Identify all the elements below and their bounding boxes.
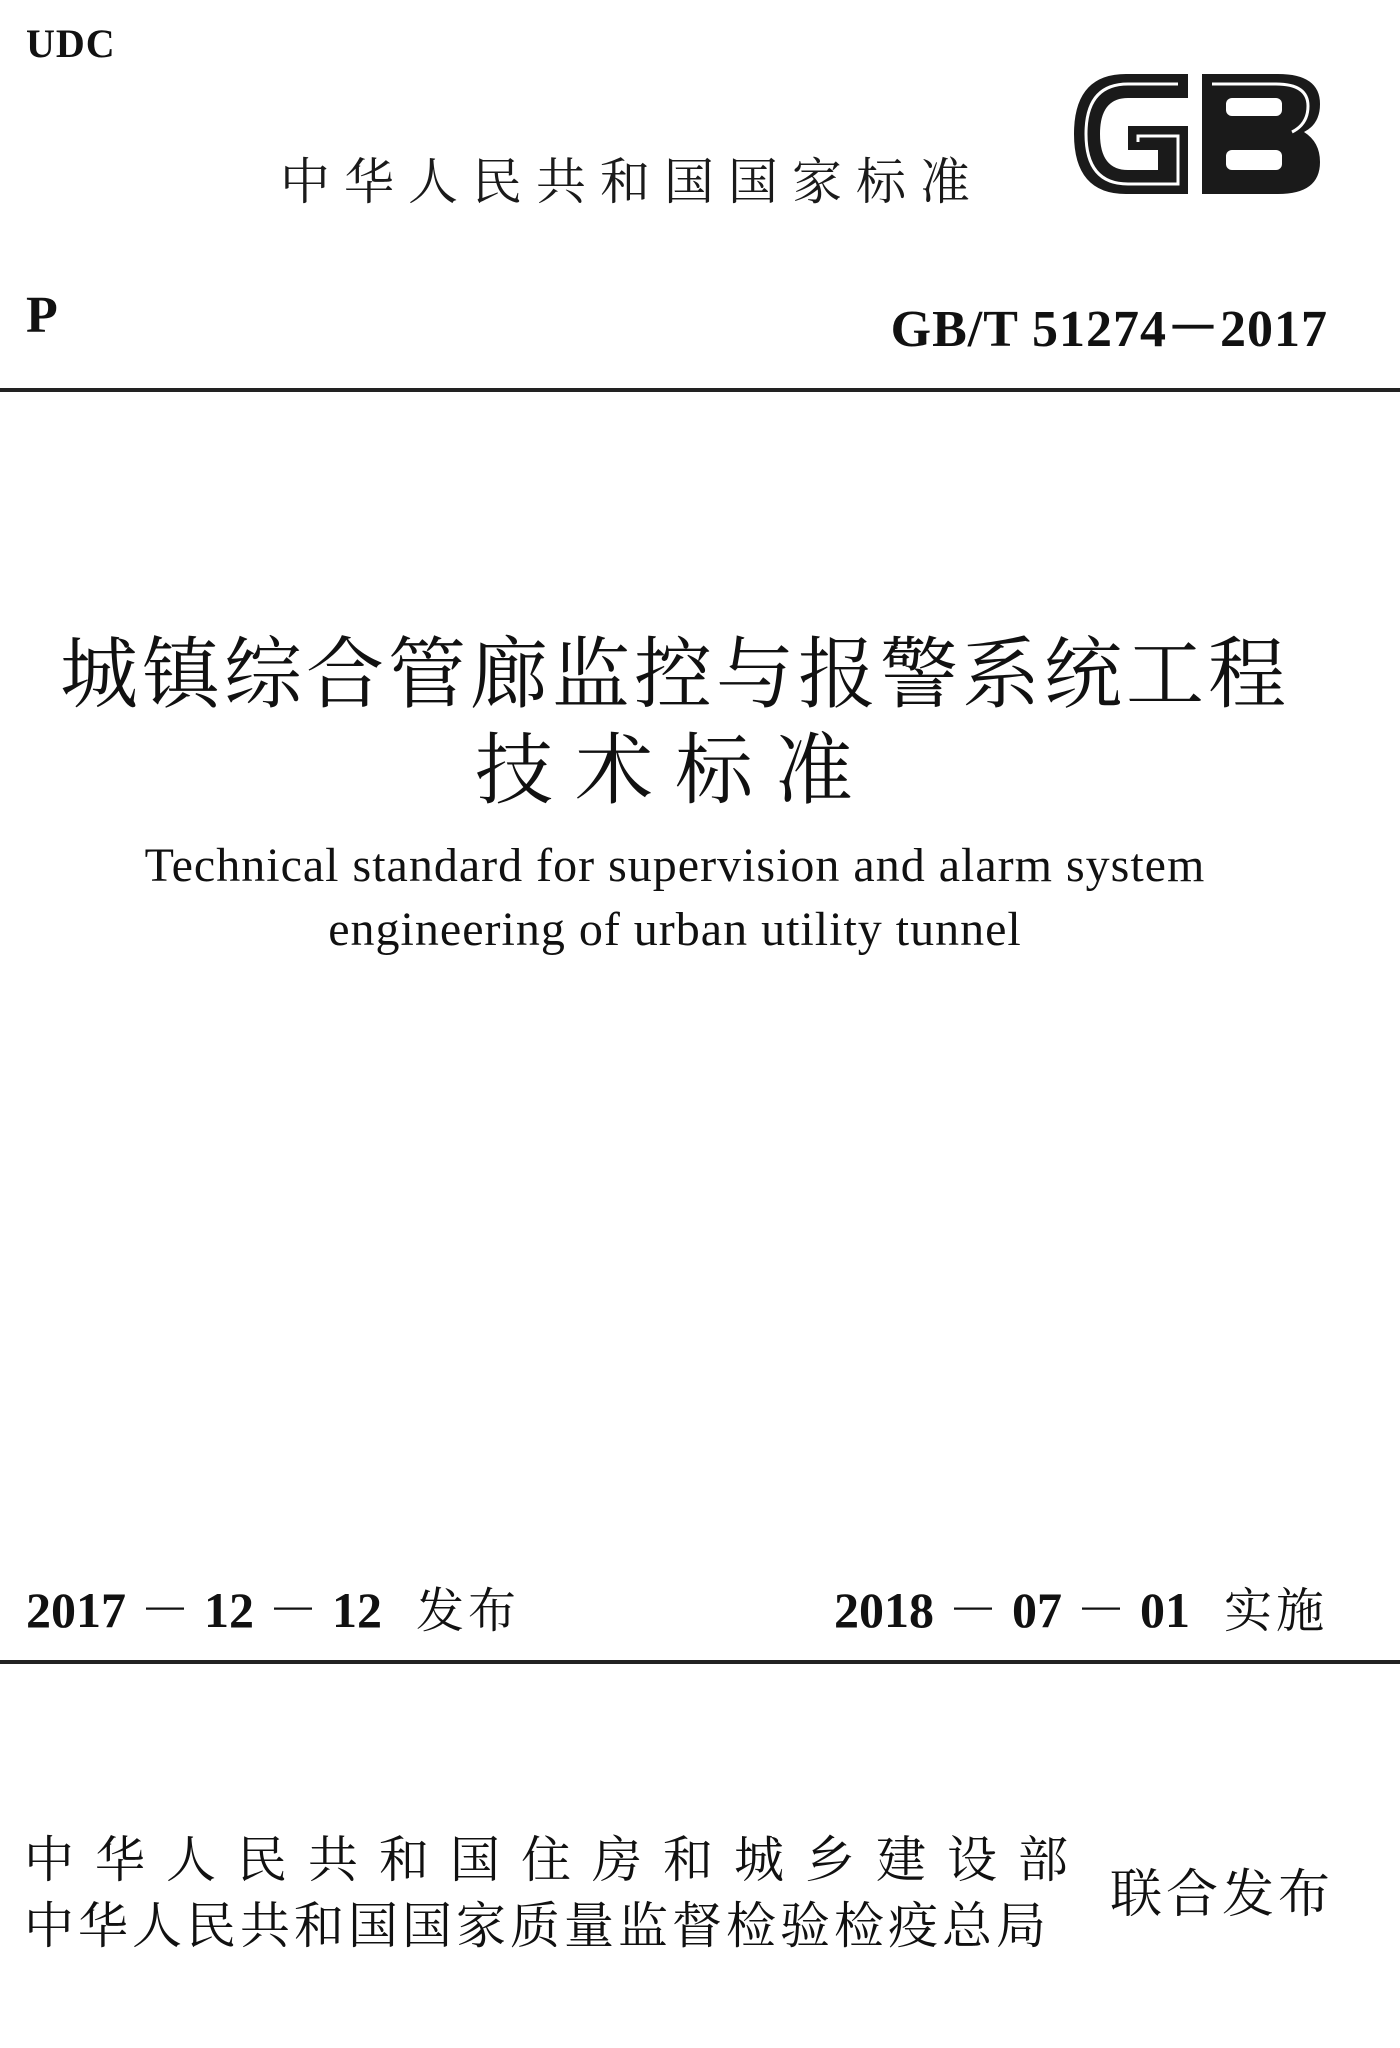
udc-label: UDC <box>26 21 116 66</box>
national-standard-heading: 中华人民共和国国家标准 <box>280 153 984 211</box>
issuer-quality-supervision: 中华人民共和国国家质量监督检验检疫总局 <box>24 1897 1050 1955</box>
title-english-line-1: Technical standard for supervision and alarm system <box>144 839 1206 892</box>
issuer-ministry-housing: 中华人民共和国住房和城乡建设部 <box>24 1831 1089 1889</box>
issue-month: 12 <box>204 1582 254 1638</box>
title-english-line-2: engineering of urban utility tunnel <box>328 903 1022 956</box>
effect-label: 实施 <box>1223 1583 1328 1639</box>
issue-year: 2017 <box>26 1582 126 1638</box>
footer-divider <box>0 1660 1400 1664</box>
effective-date <box>834 1570 1328 1642</box>
title-chinese-line-1: 城镇综合管廊监控与报警系统工程 <box>59 630 1290 720</box>
standard-number: GB/T 51274－2017 <box>890 301 1328 358</box>
date-separator: － <box>947 1582 998 1638</box>
category-code: P <box>26 287 58 344</box>
issue-date <box>26 1570 520 1642</box>
title-chinese-line-2: 技术标准 <box>474 726 875 816</box>
header-divider <box>0 388 1400 392</box>
effect-month: 07 <box>1011 1582 1062 1638</box>
effect-year: 2018 <box>833 1582 934 1638</box>
effect-day: 01 <box>1139 1582 1190 1638</box>
joint-issue-label: 联合发布 <box>1110 1865 1335 1925</box>
date-separator: － <box>1075 1582 1126 1638</box>
issue-day: 12 <box>332 1582 382 1638</box>
date-separator: － <box>140 1582 190 1638</box>
date-separator: － <box>268 1582 318 1638</box>
issue-label: 发布 <box>416 1583 521 1639</box>
gb-logo-icon <box>1066 66 1328 202</box>
